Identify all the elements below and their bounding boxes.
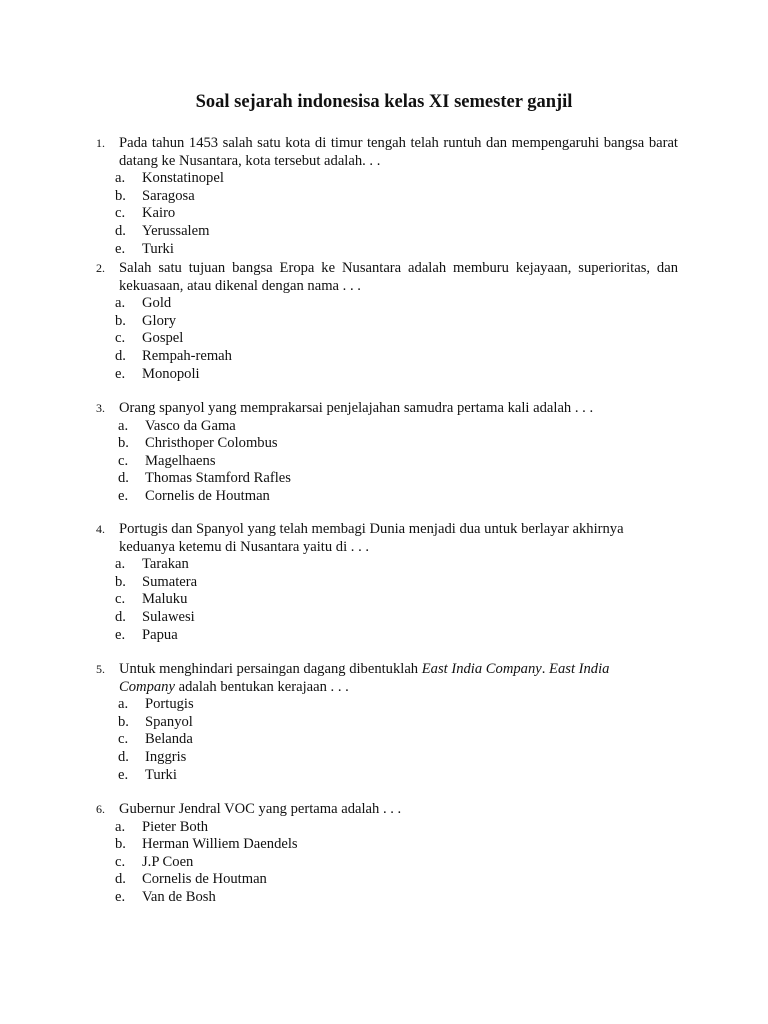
option-text: Portugis [145,696,194,713]
option-d [118,470,678,488]
option-text: Papua [142,626,178,643]
option-letter: a. [115,818,126,835]
option-c [118,453,678,471]
option-text: Pieter Both [142,818,209,835]
question-text-italic: East India Company [119,661,610,695]
option-a [115,170,678,188]
option-letter: d. [115,347,126,364]
question-text: Portugis dan Spanyol yang telah membagi Dunia menjadi dua untuk berlayar akhirnya keduanya ketemu di Nusantara yaitu di . . . [119,521,624,555]
question-3 [96,400,678,506]
question-text-part: Untuk menghindari persaingan dagang dibentuklah [119,661,422,677]
option-text: Inggris [145,748,187,765]
option-c [115,591,678,609]
question-text [119,661,629,696]
option-text: Sulawesi [142,608,195,625]
option-letter: d. [118,748,129,765]
option-text: Vasco da Gama [145,417,236,434]
option-text: Christhoper Colombus [145,435,278,452]
option-e [115,241,678,259]
option-e [118,488,678,506]
option-b [115,574,678,592]
option-a [115,819,678,837]
option-letter: d. [115,222,126,239]
question-number: 4. [96,522,105,536]
option-text: Cornelis de Houtman [145,487,270,504]
question-6 [96,801,678,907]
option-c [115,854,678,872]
option-letter: a. [115,170,126,187]
question-2 [96,260,678,383]
option-e [115,889,678,907]
option-letter: c. [115,205,126,222]
option-letter: e. [118,766,129,783]
option-letter: e. [115,888,126,905]
option-text: Thomas Stamford Rafles [145,470,291,487]
option-c [115,205,678,223]
option-b [115,836,678,854]
option-c [115,330,678,348]
option-text: Kairo [142,205,176,222]
question-number: 3. [96,401,105,415]
option-d [115,871,678,889]
option-letter: d. [115,608,126,625]
option-b [115,188,678,206]
option-b [118,714,678,732]
option-a [118,418,678,436]
option-text: Van de Bosh [142,888,216,905]
option-d [115,223,678,241]
option-a [115,556,678,574]
option-text: Maluku [142,591,188,608]
option-letter: c. [115,591,126,608]
question-4 [96,521,678,644]
option-text: J.P Coen [142,853,194,870]
option-b [118,435,678,453]
option-letter: b. [115,836,126,853]
option-letter: d. [115,871,126,888]
question-text-italic: East India Company [421,661,542,677]
option-text: Saragosa [142,187,195,204]
question-text: Gubernur Jendral VOC yang pertama adalah . . . [119,801,402,817]
option-text: Herman Williem Daendels [142,836,298,853]
option-letter: e. [115,365,126,382]
option-b [115,313,678,331]
option-list [115,170,678,258]
option-list [115,819,678,907]
option-a [115,295,678,313]
question-number: 6. [96,802,105,816]
option-letter: c. [118,452,129,469]
option-text: Rempah-remah [142,347,232,364]
option-letter: c. [115,330,126,347]
option-list [118,696,678,784]
document-title: Soal sejarah indonesisa kelas XI semester ganjil [195,92,573,112]
option-letter: a. [115,295,126,312]
option-letter: b. [118,435,129,452]
question-1 [96,135,678,258]
option-e [115,366,678,384]
option-list [118,418,678,506]
option-text: Gold [142,295,172,312]
option-e [115,627,678,645]
question-5 [96,661,678,784]
option-text: Sumatera [142,573,198,590]
question-number: 1. [96,136,105,150]
option-list [115,556,678,644]
option-list [115,295,678,383]
question-number: 5. [96,662,105,676]
option-text: Cornelis de Houtman [142,871,267,888]
option-c [118,731,678,749]
option-text: Monopoli [142,365,200,382]
option-letter: a. [118,417,129,434]
option-d [115,609,678,627]
option-text: Turki [142,240,174,257]
option-letter: e. [115,626,126,643]
option-text: Tarakan [142,556,189,573]
question-text-part: adalah bentukan kerajaan . . . [174,678,349,695]
option-letter: a. [115,556,126,573]
option-letter: b. [115,312,126,329]
option-d [118,749,678,767]
option-letter: d. [118,470,129,487]
option-text: Yerussalem [142,222,210,239]
option-letter: c. [118,731,129,748]
option-letter: a. [118,696,129,713]
question-text: Salah satu tujuan bangsa Eropa ke Nusantara adalah memburu kejayaan, superioritas, dan kekuasaan, atau dikenal dengan nama . . . [119,260,678,294]
option-e [118,767,678,785]
option-letter: e. [115,240,126,257]
question-text: Orang spanyol yang memprakarsai penjelajahan samudra pertama kali adalah . . . [119,400,594,416]
option-text: Turki [145,766,177,783]
option-letter: b. [115,573,126,590]
option-text: Gospel [142,330,184,347]
option-letter: c. [115,853,126,870]
question-number: 2. [96,261,105,275]
option-text: Belanda [145,731,193,748]
question-text: Pada tahun 1453 salah satu kota di timur tengah telah runtuh dan mempengaruhi bangsa barat datang ke Nusantara, kota tersebut adalah. . . [119,135,678,169]
option-text: Glory [142,312,177,329]
option-text: Konstatinopel [142,170,224,187]
option-letter: b. [118,713,129,730]
option-letter: e. [118,487,129,504]
option-a [118,696,678,714]
option-d [115,348,678,366]
option-text: Spanyol [145,713,193,730]
option-letter: b. [115,187,126,204]
question-text-part: . [541,661,550,677]
option-text: Magelhaens [145,452,216,469]
